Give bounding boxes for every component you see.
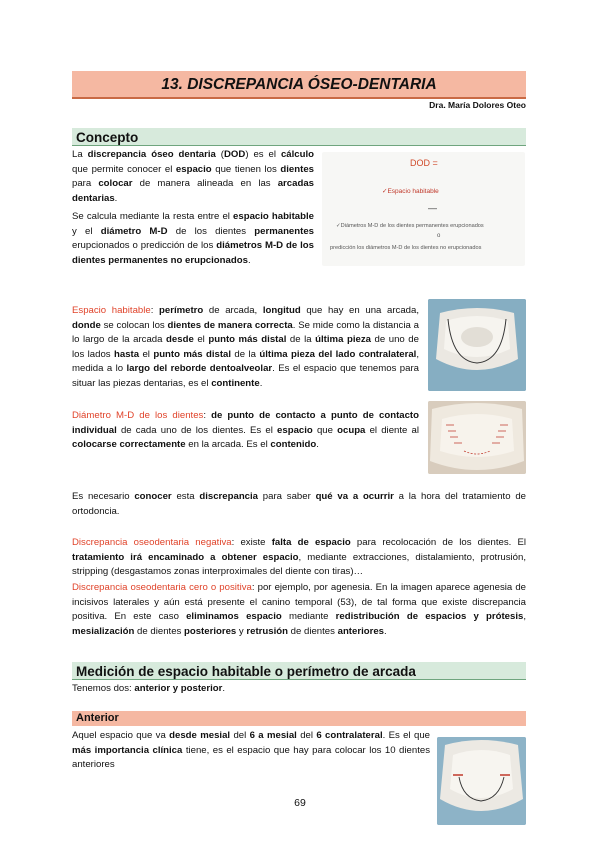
diametro-paragraph: Diámetro M-D de los dientes: de punto de contacto a punto de contacto individual de cada uno de los dientes. Es el espacio que ocupa el diente al colocarse correctamente en la arcada. Es el contenido. (72, 410, 420, 451)
necesario-paragraph: Es necesario conocer esta discrepancia para saber qué va a ocurrir a la hora del tratamiento de ortodoncia. (72, 491, 526, 517)
espacio-habitable-paragraph: Espacio habitable: perímetro de arcada, longitud que hay en una arcada, donde se colocan los dientes de manera correcta. Se mide como la distancia a lo largo de la arcada desde el punto más distal de la última pieza de uno de los lados hasta el punto más distal de la última pieza del lado contralateral, medida a lo largo del reborde dentoalveolar. Es el espacio que tenemos para situar las piezas dentarias, es el continente. (72, 305, 420, 389)
section-heading-concepto: Concepto (72, 128, 526, 146)
subsection-heading-anterior: Anterior (72, 711, 526, 726)
dental-cast-measure-photo (428, 401, 526, 474)
anterior-paragraph: Aquel espacio que va desde mesial del 6 a mesial del 6 contralateral. Es el que más importancia clínica tiene, es el espacio que hay para colocar los 10 dientes anteriores (72, 730, 431, 771)
formula-espacio: ✓Espacio habitable (382, 188, 439, 195)
negativa-paragraph: Discrepancia oseodentaria negativa: existe falta de espacio para recolocación de los dientes. El tratamiento irá encaminado a obtener espacio, mediante extracciones, distalamiento, protrusión, stripping (desgastamos zonas interproximales del diente con tiras)… (72, 537, 527, 578)
dental-cast-anterior-photo (437, 737, 526, 825)
cero-positiva-paragraph: Discrepancia oseodentaria cero o positiva: por ejemplo, por agenesia. En la imagen aparece agenesia de incisivos laterales y aún está presente el canino temporal (53), de tal forma que existe discrepancia positiva. En este caso eliminamos espacio mediante redistribución de espacios y prótesis, mesialización de dientes posteriores y retrusión de dientes anteriores. (72, 582, 527, 637)
section-heading-medicion: Medición de espacio habitable o perímetro de arcada (72, 662, 526, 680)
dental-cast-photo (428, 299, 526, 391)
formula-dod: DOD = (410, 158, 438, 168)
formula-prediccion: predicción los diámetros M-D de los dientes no erupcionados (330, 245, 482, 251)
chapter-title: 13. DISCREPANCIA ÓSEO-DENTARIA (72, 71, 526, 99)
anterior-space-image (437, 737, 526, 825)
medicion-paragraph: Tenemos dos: anterior y posterior. (72, 683, 226, 694)
author: Dra. María Dolores Oteo (429, 100, 526, 110)
formula-o: o (437, 233, 441, 239)
formula-minus: — (428, 203, 437, 213)
concepto-paragraph-2: Se calcula mediante la resta entre el espacio habitable y el diámetro M-D de los dientes permanentes erupcionados o predicción de los diámetros M-D de los dientes permanentes no erupcionados. (72, 211, 314, 266)
formula-diametros: ✓Diámetros M-D de los dientes permanentes erupcionados (336, 223, 484, 229)
md-diameter-image (428, 401, 526, 474)
concepto-paragraph-1: La discrepancia óseo dentaria (DOD) es el cálculo que permite conocer el espacio que tienen los dientes para colocar de manera alineada en las arcadas dentarias. (72, 149, 314, 204)
page-number: 69 (294, 797, 306, 809)
arch-perimeter-image (428, 299, 526, 391)
dod-formula-image (322, 152, 525, 266)
